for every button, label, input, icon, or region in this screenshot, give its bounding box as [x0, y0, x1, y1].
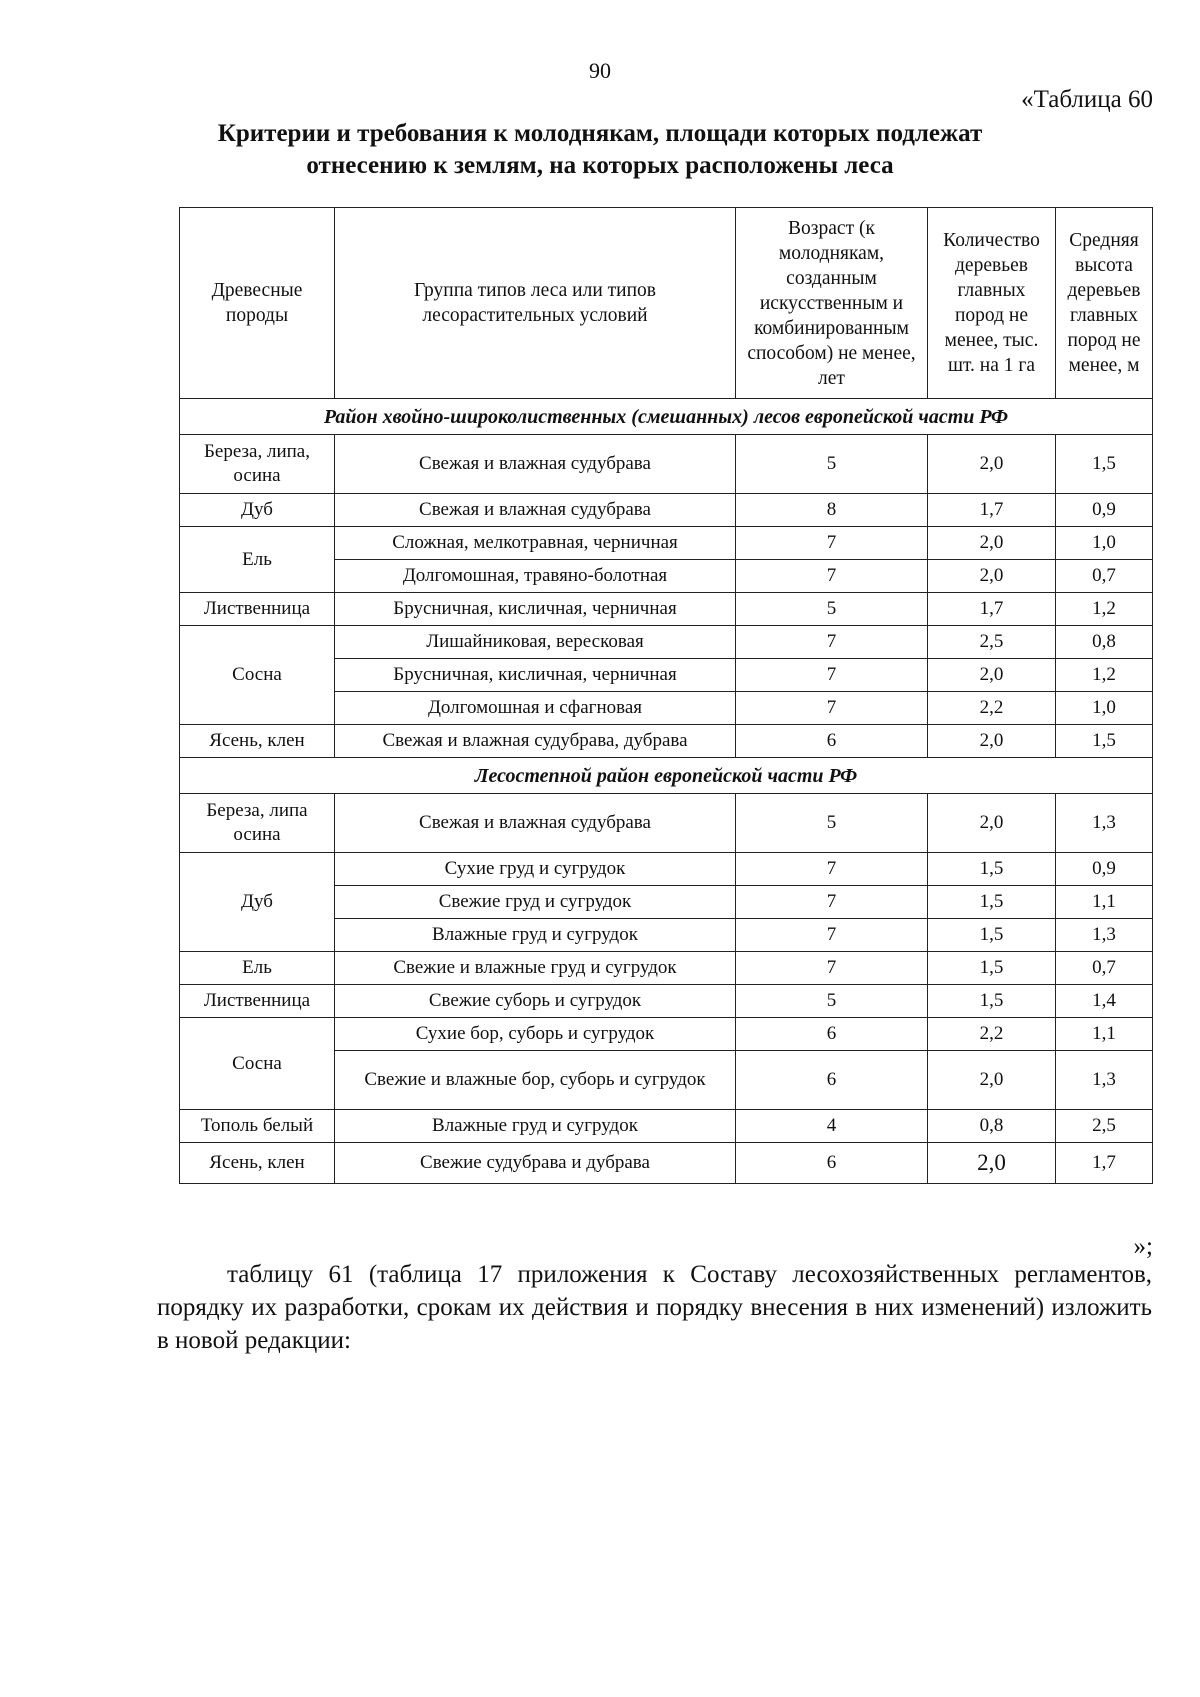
table-row: [180, 626, 1153, 659]
forest-type-cell: Свежие суборь и сугрудок: [335, 985, 736, 1018]
species-cell: Сосна: [180, 626, 335, 725]
forest-type-cell: Брусничная, кисличная, черничная: [335, 659, 736, 692]
height-cell: 0,9: [1056, 494, 1153, 527]
title-line-2: отнесению к землям, на которых расположены леса: [306, 152, 894, 179]
forest-type-cell: Брусничная, кисличная, черничная: [335, 593, 736, 626]
count-cell: 1,7: [928, 593, 1056, 626]
table-row: [180, 794, 1153, 853]
count-cell: 2,2: [928, 1018, 1056, 1051]
table-row: [180, 1110, 1153, 1143]
paragraph-text: таблицу 61 (таблица 17 приложения к Составу лесохозяйственных регламентов, порядку их разработки, срокам их действия и порядку внесения в них изменений) изложить в новой редакции:: [157, 1261, 1152, 1354]
species-cell: Ясень, клен: [180, 725, 335, 758]
height-cell: 1,3: [1056, 919, 1153, 952]
forest-type-cell: Сложная, мелкотравная, черничная: [335, 527, 736, 560]
age-cell: 7: [736, 527, 928, 560]
count-cell: 2,0: [928, 659, 1056, 692]
age-cell: 6: [736, 725, 928, 758]
criteria-table: [179, 207, 1153, 1184]
forest-type-cell: Долгомошная, травяно-болотная: [335, 560, 736, 593]
height-cell: 1,1: [1056, 1018, 1153, 1051]
height-cell: 1,0: [1056, 527, 1153, 560]
forest-type-cell: Свежие судубрава и дубрава: [335, 1143, 736, 1184]
count-cell: 2,0: [928, 794, 1056, 853]
height-cell: 1,2: [1056, 659, 1153, 692]
height-cell: 1,0: [1056, 692, 1153, 725]
count-cell: 1,5: [928, 952, 1056, 985]
age-cell: 7: [736, 886, 928, 919]
age-cell: 7: [736, 626, 928, 659]
count-cell: 1,7: [928, 494, 1056, 527]
age-cell: 5: [736, 593, 928, 626]
species-cell: Тополь белый: [180, 1110, 335, 1143]
height-cell: 1,7: [1056, 1143, 1153, 1184]
table-row: [180, 985, 1153, 1018]
height-cell: 1,5: [1056, 725, 1153, 758]
age-cell: 5: [736, 435, 928, 494]
region-title: Район хвойно-широколиственных (смешанных) лесов европейской части РФ: [180, 399, 1153, 435]
forest-type-cell: Свежая и влажная судубрава: [335, 435, 736, 494]
header-species: Древесные породы: [180, 208, 335, 399]
forest-type-cell: Свежие и влажные груд и сугрудок: [335, 952, 736, 985]
header-forest-type: Группа типов леса или типов лесорастительных условий: [335, 208, 736, 399]
age-cell: 6: [736, 1143, 928, 1184]
height-cell: 1,1: [1056, 886, 1153, 919]
age-cell: 7: [736, 560, 928, 593]
body-paragraph: [157, 1258, 1152, 1357]
table-row: [180, 1143, 1153, 1184]
age-cell: 5: [736, 985, 928, 1018]
count-cell: 2,0: [928, 1143, 1056, 1184]
table-row: [180, 725, 1153, 758]
species-cell: Ель: [180, 527, 335, 593]
species-cell: Ель: [180, 952, 335, 985]
forest-type-cell: Свежая и влажная судубрава: [335, 494, 736, 527]
count-cell: 2,0: [928, 1051, 1056, 1110]
age-cell: 7: [736, 692, 928, 725]
count-cell: 2,0: [928, 435, 1056, 494]
count-cell: 1,5: [928, 886, 1056, 919]
forest-type-cell: Свежие и влажные бор, суборь и сугрудок: [335, 1051, 736, 1110]
table-row: [180, 435, 1153, 494]
region-title: Лесостепной район европейской части РФ: [180, 758, 1153, 794]
forest-type-cell: Влажные груд и сугрудок: [335, 919, 736, 952]
header-average-height: Средняя высота деревьев главных пород не менее, м: [1056, 208, 1153, 399]
height-cell: 0,7: [1056, 560, 1153, 593]
count-cell: 2,2: [928, 692, 1056, 725]
forest-type-cell: Лишайниковая, вересковая: [335, 626, 736, 659]
height-cell: 1,2: [1056, 593, 1153, 626]
age-cell: 7: [736, 952, 928, 985]
header-age: Возраст (к молоднякам, созданным искусственным и комбинированным способом) не менее, лет: [736, 208, 928, 399]
forest-type-cell: Свежая и влажная судубрава: [335, 794, 736, 853]
height-cell: 1,4: [1056, 985, 1153, 1018]
count-cell: 1,5: [928, 853, 1056, 886]
region-row: [180, 758, 1153, 794]
forest-type-cell: Долгомошная и сфагновая: [335, 692, 736, 725]
species-cell: Лиственница: [180, 593, 335, 626]
forest-type-cell: Влажные груд и сугрудок: [335, 1110, 736, 1143]
height-cell: 2,5: [1056, 1110, 1153, 1143]
table-row: [180, 1018, 1153, 1051]
height-cell: 0,9: [1056, 853, 1153, 886]
species-cell: Сосна: [180, 1018, 335, 1110]
species-cell: Дуб: [180, 853, 335, 952]
count-cell: 2,0: [928, 725, 1056, 758]
forest-type-cell: Сухие груд и сугрудок: [335, 853, 736, 886]
count-cell: 1,5: [928, 985, 1056, 1018]
page-number: 90: [589, 58, 611, 83]
table-row: [180, 952, 1153, 985]
forest-type-cell: Свежая и влажная судубрава, дубрава: [335, 725, 736, 758]
header-row: [180, 208, 1153, 399]
age-cell: 4: [736, 1110, 928, 1143]
age-cell: 7: [736, 853, 928, 886]
height-cell: 1,3: [1056, 794, 1153, 853]
region-row: [180, 399, 1153, 435]
forest-type-cell: Свежие груд и сугрудок: [335, 886, 736, 919]
count-cell: 2,0: [928, 527, 1056, 560]
table-row: [180, 527, 1153, 560]
height-cell: 0,7: [1056, 952, 1153, 985]
height-cell: 0,8: [1056, 626, 1153, 659]
age-cell: 7: [736, 659, 928, 692]
table-reference: «Таблица 60: [1021, 86, 1153, 113]
species-cell: Береза, липа, осина: [180, 435, 335, 494]
count-cell: 2,5: [928, 626, 1056, 659]
age-cell: 6: [736, 1018, 928, 1051]
closing-quote: »;: [1133, 1233, 1153, 1260]
count-cell: 1,5: [928, 919, 1056, 952]
forest-type-cell: Сухие бор, суборь и сугрудок: [335, 1018, 736, 1051]
species-cell: Дуб: [180, 494, 335, 527]
header-tree-count: Количество деревьев главных пород не менее, тыс. шт. на 1 га: [928, 208, 1056, 399]
table-row: [180, 494, 1153, 527]
height-cell: 1,3: [1056, 1051, 1153, 1110]
age-cell: 7: [736, 919, 928, 952]
table-title: [100, 118, 1100, 182]
count-cell: 0,8: [928, 1110, 1056, 1143]
height-cell: 1,5: [1056, 435, 1153, 494]
species-cell: Лиственница: [180, 985, 335, 1018]
species-cell: Береза, липа осина: [180, 794, 335, 853]
table-row: [180, 593, 1153, 626]
species-cell: Ясень, клен: [180, 1143, 335, 1184]
age-cell: 6: [736, 1051, 928, 1110]
age-cell: 8: [736, 494, 928, 527]
age-cell: 5: [736, 794, 928, 853]
title-line-1: Критерии и требования к молоднякам, площади которых подлежат: [217, 120, 983, 147]
count-cell: 2,0: [928, 560, 1056, 593]
table-row: [180, 853, 1153, 886]
